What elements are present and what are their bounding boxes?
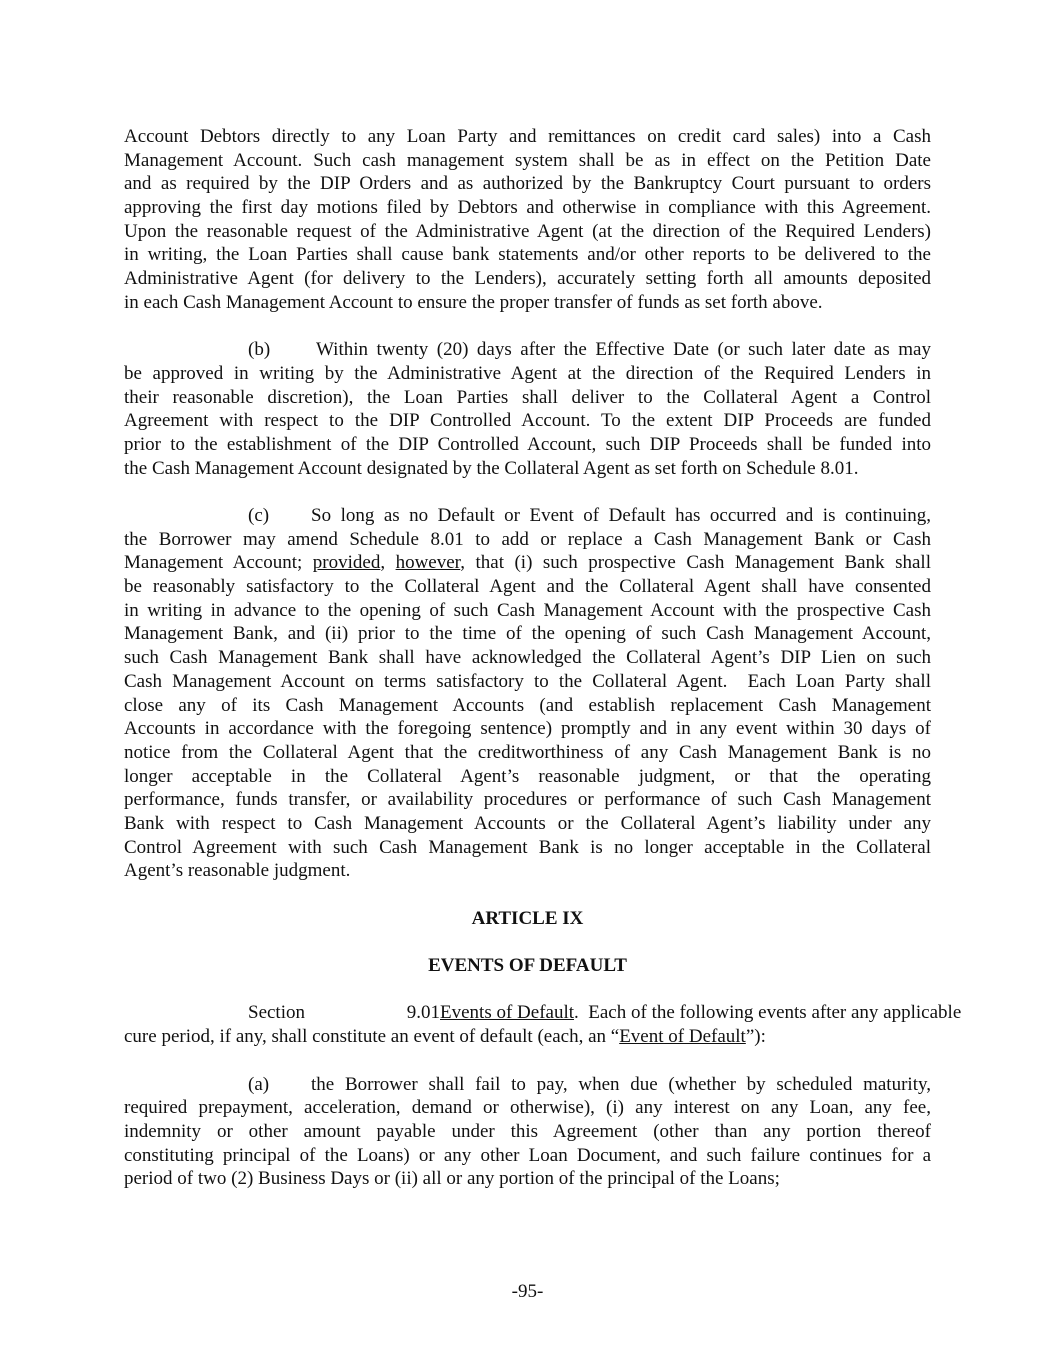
text-line bbox=[124, 149, 931, 173]
section-heading: ARTICLE IX bbox=[471, 907, 584, 929]
text-segment: Management Account; bbox=[124, 552, 313, 574]
text-segment: close any of its Cash Management Accounts (and establish replacement Cash Management bbox=[124, 694, 931, 716]
text-line bbox=[124, 1120, 931, 1144]
paragraph bbox=[124, 338, 931, 480]
text-segment: prior to the establishment of the DIP Controlled Account, such DIP Proceeds shall be funded into bbox=[124, 433, 931, 455]
text-line bbox=[124, 1096, 931, 1120]
text-segment: Cash Management Account on terms satisfactory to the Collateral Agent. Each Loan Party shall bbox=[124, 670, 931, 692]
section-heading: EVENTS OF DEFAULT bbox=[428, 955, 627, 977]
text-segment: Agent’s reasonable judgment. bbox=[124, 860, 351, 882]
text-segment: approving the first day motions filed by Debtors and otherwise in compliance with this Agreement. bbox=[124, 197, 931, 219]
text-segment: , bbox=[380, 552, 396, 574]
text-line bbox=[124, 551, 931, 575]
text-line bbox=[124, 125, 931, 149]
text-segment: So long as no Default or Event of Default has occurred and is continuing, bbox=[311, 505, 931, 526]
page-number: -95- bbox=[511, 1281, 544, 1302]
text-line bbox=[124, 717, 931, 741]
text-segment: in each Cash Management Account to ensure the proper transfer of funds as set forth above. bbox=[124, 291, 823, 313]
paragraph-label: (a) bbox=[248, 1073, 270, 1095]
text-segment: in writing in advance to the opening of such Cash Management Account with the prospective Cash bbox=[124, 599, 931, 621]
text-segment: their reasonable discretion), the Loan Parties shall deliver to the Collateral Agent a Control bbox=[124, 386, 931, 408]
text-line bbox=[124, 694, 931, 718]
text-line bbox=[124, 765, 931, 789]
text-segment: Administrative Agent (for delivery to the Lenders), accurately setting forth all amounts deposited bbox=[124, 268, 931, 290]
text-segment: indemnity or other amount payable under this Agreement (other than any portion thereof bbox=[124, 1120, 931, 1142]
paragraph bbox=[124, 504, 931, 883]
paragraph-label: (b) bbox=[248, 339, 271, 361]
text-line bbox=[124, 457, 931, 481]
text-segment: Bank with respect to Cash Management Accounts or the Collateral Agent’s liability under any bbox=[124, 812, 931, 834]
text-line bbox=[124, 243, 931, 267]
text-segment: longer acceptable in the Collateral Agent’s reasonable judgment, or that the operating bbox=[124, 765, 931, 787]
text-line bbox=[124, 859, 931, 883]
text-line bbox=[124, 362, 931, 386]
text-line bbox=[124, 1167, 931, 1191]
text-line bbox=[124, 220, 931, 244]
text-segment: . Each of the following events after any applicable bbox=[574, 1002, 962, 1024]
text-line bbox=[124, 172, 931, 196]
text-line bbox=[124, 338, 931, 362]
paragraph bbox=[124, 125, 931, 315]
text-segment: the Borrower may amend Schedule 8.01 to add or replace a Cash Management Bank or Cash bbox=[124, 528, 931, 550]
text-segment: period of two (2) Business Days or (ii) all or any portion of the principal of the Loans; bbox=[124, 1168, 780, 1190]
text-segment: constituting principal of the Loans) or any other Loan Document, and such failure continues for a bbox=[124, 1144, 931, 1166]
text-line bbox=[124, 646, 931, 670]
text-segment: Control Agreement with such Cash Management Bank is no longer acceptable in the Collateral bbox=[124, 836, 931, 858]
defined-term: however bbox=[395, 552, 461, 574]
text-line bbox=[124, 599, 931, 623]
text-segment: in writing, the Loan Parties shall cause bank statements and/or other reports to be delivered to the bbox=[124, 244, 931, 266]
paragraph-label: (c) bbox=[248, 505, 270, 526]
document-body bbox=[124, 125, 962, 1215]
text-segment: Management Bank, and (ii) prior to the time of the opening of such Cash Management Account, bbox=[124, 623, 931, 645]
text-segment: ”): bbox=[745, 1026, 766, 1048]
text-segment: the Cash Management Account designated by the Collateral Agent as set forth on Schedule 8.01. bbox=[124, 457, 859, 479]
text-segment: cure period, if any, shall constitute an event of default (each, an “ bbox=[124, 1026, 620, 1048]
text-line bbox=[124, 409, 931, 433]
text-line bbox=[124, 575, 931, 599]
text-line bbox=[124, 741, 931, 765]
defined-term: Events of Default bbox=[440, 1002, 575, 1024]
text-line bbox=[124, 812, 931, 836]
text-line bbox=[124, 386, 931, 410]
text-segment: Within twenty (20) days after the Effective Date (or such later date as may bbox=[316, 339, 931, 361]
text-line bbox=[124, 504, 931, 528]
text-line bbox=[124, 528, 931, 552]
text-line bbox=[124, 1073, 931, 1097]
text-segment: and as required by the DIP Orders and as authorized by the Bankruptcy Court pursuant to orders bbox=[124, 173, 931, 195]
text-line bbox=[124, 1001, 962, 1025]
text-segment: , that (i) such prospective Cash Management Bank shall bbox=[460, 552, 931, 574]
paragraph-label: Section 9.01 bbox=[248, 1002, 440, 1024]
text-line bbox=[124, 622, 931, 646]
text-line bbox=[124, 267, 931, 291]
text-segment: Management Account. Such cash management system shall be as in effect on the Petition Date bbox=[124, 149, 931, 171]
defined-term: provided bbox=[312, 552, 381, 574]
text-segment: notice from the Collateral Agent that the creditworthiness of any Cash Management Bank is no bbox=[124, 741, 931, 763]
text-segment: such Cash Management Bank shall have acknowledged the Collateral Agent’s DIP Lien on such bbox=[124, 647, 931, 669]
text-segment: Upon the reasonable request of the Administrative Agent (at the direction of the Required Lenders) bbox=[124, 220, 931, 242]
defined-term: Event of Default bbox=[619, 1026, 746, 1048]
paragraph bbox=[124, 1073, 931, 1191]
text-line bbox=[124, 291, 931, 315]
text-line bbox=[124, 836, 931, 860]
text-line bbox=[124, 670, 931, 694]
text-line bbox=[124, 1144, 931, 1168]
text-segment: Account Debtors directly to any Loan Party and remittances on credit card sales) into a Cash bbox=[124, 126, 931, 147]
paragraph bbox=[124, 1001, 962, 1048]
text-segment: performance, funds transfer, or availability procedures or performance of such Cash Management bbox=[124, 789, 931, 811]
text-segment: Agreement with respect to the DIP Controlled Account. To the extent DIP Proceeds are funded bbox=[124, 410, 931, 432]
text-segment: be approved in writing by the Administrative Agent at the direction of the Required Lenders in bbox=[124, 362, 931, 384]
text-line bbox=[124, 1025, 931, 1049]
text-line bbox=[124, 196, 931, 220]
text-segment: Accounts in accordance with the foregoing sentence) promptly and in any event within 30 days of bbox=[124, 718, 931, 740]
text-segment: be reasonably satisfactory to the Collateral Agent and the Collateral Agent shall have consented bbox=[124, 576, 931, 598]
text-line bbox=[124, 788, 931, 812]
text-segment: the Borrower shall fail to pay, when due (whether by scheduled maturity, bbox=[311, 1073, 931, 1095]
text-line bbox=[124, 433, 931, 457]
text-segment: required prepayment, acceleration, demand or otherwise), (i) any interest on any Loan, any fee, bbox=[124, 1097, 931, 1119]
